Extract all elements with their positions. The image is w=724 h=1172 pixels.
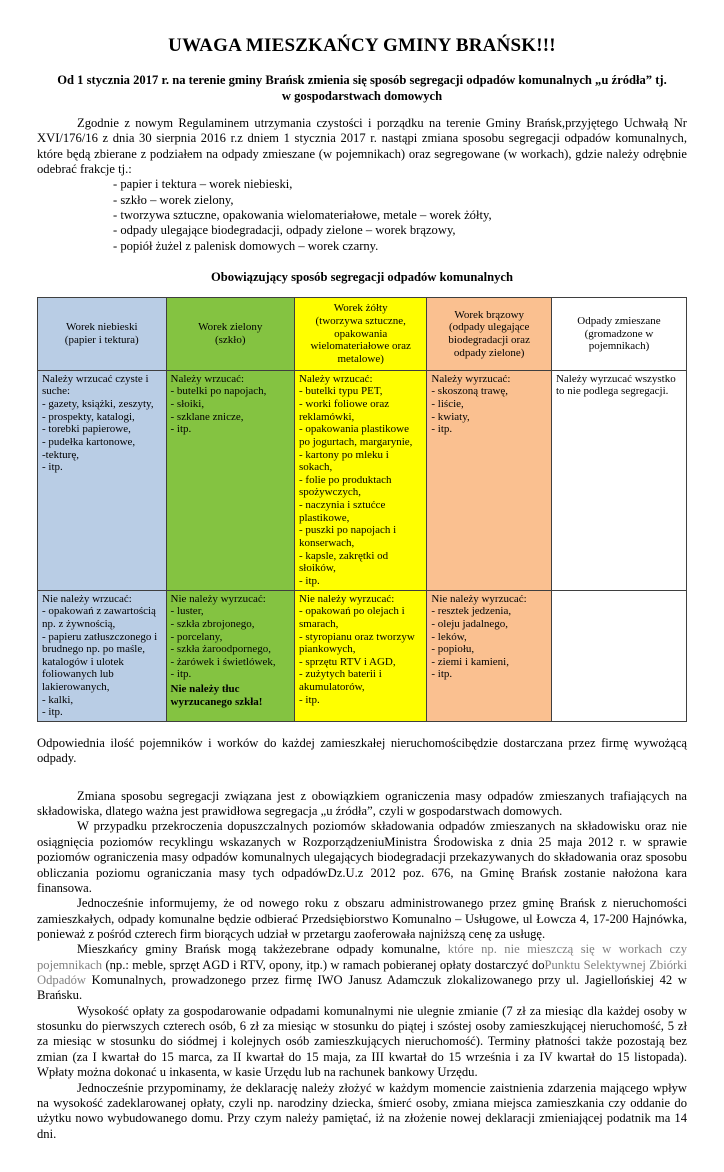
text-line: Nie należy wyrzucać: [431, 592, 527, 605]
cell-zmieszane-allowed [551, 370, 686, 590]
text-line: - kartony po mleku i sokach, [299, 448, 389, 474]
header-name: Worek niebieski [65, 321, 138, 334]
header-worek-zielony [166, 298, 295, 370]
row-forbidden [38, 590, 687, 721]
intro-paragraph: Zgodnie z nowym Regulaminem utrzymania czystości i porządku na terenie Gminy Brańsk,przyjętego Uchwałą Nr XVI/176/16 z dnia 30 sierpnia 2016 r.z dniem 1 stycznia 2017 r. nastąpi zmiana sposobu segregacji odpadów komunalnych, które będą zbierane z podziałem na odpady zmieszane (w pojemnikach) oraz segregowane (w workach), gdzie należy odrębnie odebrać frakcje tj.: [37, 115, 687, 176]
text-line: - zużytych baterii i akumulatorów, [299, 668, 382, 694]
paragraph-penalty: W przypadku przekroczenia dopuszczalnych poziomów składowania odpadów zmieszanych na składowisku oraz nie osiągnięcia poziomów recyklingu wskazanych w RozporządzeniuMinistra Środowiska z dnia 25 maja 2012 r. w sprawie poziomów ograniczenia masy odpadów komunalnych ulegających biodegradacji przekazywanych do składowania oraz sposobu obliczania poziomu ograniczania masy tych odpadówDz.U.z 2012 poz. 676, na Gminę Brańsk zostanie nałożona kara finansowa. [37, 819, 687, 895]
text-line: - skoszoną trawę, [431, 385, 509, 398]
pszok-seg1: Mieszkańcy gminy Brańsk mogą takżezebrane odpady komunalne, [77, 942, 448, 957]
text-line: - odpady ulegające biodegradacji, odpady zielone – worek brązowy, [113, 223, 456, 238]
text-line: - worki foliowe oraz reklamówki, [299, 397, 390, 423]
header-odpady-zmieszane [551, 298, 686, 370]
cell-niebieski-allowed [38, 370, 167, 590]
text-line: - popiołu, [431, 643, 475, 656]
cell-zielony-allowed [166, 370, 295, 590]
cell-zmieszane-forbidden [551, 590, 686, 721]
text-line: Nie należy wyrzucać: [299, 592, 395, 605]
text-line: - kwiaty, [431, 410, 470, 423]
text-line: - itp. [170, 668, 192, 681]
row-allowed [38, 370, 687, 590]
text-line: - luster, [170, 605, 204, 618]
pszok-seg3: (np.: meble, sprzęt AGD i RTV, opony, itp.) w ramach pobieranej opłaty dostarczyć do [105, 957, 545, 972]
text-line: - itp. [42, 706, 63, 719]
text-line: - papieru zatłuszczonego i brudnego np. po maśle, katalogów i ulotek foliowanych lub lakierowanych, [42, 630, 158, 694]
text-line: -tekturę, [42, 448, 79, 461]
cell-brazowy-forbidden [427, 590, 552, 721]
segregation-table [37, 297, 687, 722]
text-line: - prospekty, katalogi, [42, 410, 135, 423]
text-line: - naczynia i sztućce plastikowe, [299, 499, 386, 524]
paragraph-declaration: Jednocześnie przypominamy, że deklarację należy złożyć w każdym momencie zaistnienia zdarzenia mającego wpływ na wysokość zadeklarowanej opłaty, czyli np. narodziny dziecka, śmierć osoby, zmiana miejsca zamieszkania czy oddanie do użytku nowo wybudowanego domu. Przy czym należy pamiętać, iż na złożenie nowej deklaracji zmieniającej podatnik ma 14 dni. [37, 1080, 687, 1141]
table-header-row [38, 298, 687, 370]
text-line: - ziemi i kamieni, [431, 655, 509, 668]
header-detail: (papier i tektura) [64, 334, 139, 347]
text-line: - tworzywa sztuczne, opakowania wielomateriałowe, metale – worek żółty, [113, 208, 492, 223]
text-line: - itp. [299, 693, 320, 706]
text-line: - opakowań z zawartością np. z żywnością, [42, 605, 156, 630]
text-line: - porcelany, [170, 630, 223, 643]
subtitle [37, 73, 687, 104]
text-line: - kapsle, zakrętki od słoików, [299, 549, 389, 575]
text-line: Należy wyrzucać wszystko to nie podlega segregacji. [555, 372, 676, 398]
text-line: - itp. [431, 423, 453, 436]
cell-zielony-forbidden [166, 590, 295, 721]
text-line: - szklane znicze, [170, 410, 244, 423]
text-line: - liście, [431, 397, 464, 410]
text-line: - oleju jadalnego, [431, 617, 509, 630]
cell-zolty-forbidden [295, 590, 427, 721]
header-detail: (szkło) [214, 334, 246, 347]
fractions-list [113, 177, 687, 254]
text-line: - pudełka kartonowe, [42, 435, 136, 448]
text-line: Należy wrzucać: [170, 372, 245, 385]
text-line: - papier i tektura – worek niebieski, [113, 177, 293, 192]
subtitle-line2: w gospodarstwach domowych [281, 88, 443, 103]
text-line: Należy wyrzucać: [431, 372, 511, 385]
text-line: - opakowania plastikowe po jogurtach, margarynie, [299, 423, 413, 448]
text-line: - żarówek i świetlówek, [170, 655, 276, 668]
header-detail: (gromadzone w pojemnikach) [584, 327, 654, 353]
page-title: UWAGA MIESZKAŃCY GMINY BRAŃSK!!! [168, 35, 556, 56]
text-line: - styropianu oraz tworzyw piankowych, [299, 630, 415, 656]
header-name: Odpady zmieszane [577, 315, 661, 328]
pszok-seg4: Punktu Selektywnej Zbiórki Odpadów [37, 957, 687, 988]
text-line: - opakowań po olejach i smarach, [299, 605, 405, 630]
cell-brazowy-allowed [427, 370, 552, 590]
text-line: - butelki typu PET, [299, 385, 383, 398]
paragraph-contractor: Jednocześnie informujemy, że od nowego roku z obszaru administrowanego przez gminę Brańsk z nieruchomości zamieszkałych, odpady komunalne będzie odbierać Przedsiębiorstwo Komunalno – Usługowe, ul Łowcza 4, 17-200 Hajnówka, ponieważ z pośród czterech firm biorących udział w przetargu zaoferowała najniższą cenę za usługę. [37, 896, 687, 941]
text-line: - szkło – worek zielony, [113, 192, 234, 207]
header-detail: (odpady ulegające biodegradacji oraz odpady zielone) [448, 321, 530, 359]
text-line: - leków, [431, 630, 467, 643]
text-line: - kalki, [42, 693, 74, 706]
text-line: - itp. [42, 461, 63, 474]
table-heading: Obowiązujący sposób segregacji odpadów komunalnych [210, 270, 514, 285]
pszok-seg5: Komunalnych, prowadzonego przez firmę IWO Janusz Adamczuk zlokalizowanego przy ul. Jagiellońskiej 42 w Brańsku. [37, 973, 687, 1003]
cell-zolty-allowed [295, 370, 427, 590]
header-worek-zolty [295, 298, 427, 370]
header-worek-niebieski [38, 298, 167, 370]
text-line: - itp. [170, 423, 192, 436]
text-line: - resztek jedzenia, [431, 605, 512, 618]
body-paragraphs [37, 789, 687, 1142]
header-name: Worek żółty [333, 302, 388, 315]
text-line: - gazety, książki, zeszyty, [42, 397, 154, 410]
paragraph-pszok [37, 942, 687, 1003]
text-line: Należy wrzucać: [299, 372, 373, 385]
text-line: - puszki po napojach i konserwach, [299, 524, 397, 550]
cell-niebieski-forbidden [38, 590, 167, 721]
text-line: - torebki papierowe, [42, 423, 131, 436]
paragraph-change-reason: Zmiana sposobu segregacji związana jest z obowiązkiem ograniczenia masy odpadów zmieszanych trafiających na składowiska, dlatego ważna jest prawidłowa segregacja „u źródła”, czyli w gospodarstwach domowych. [37, 788, 687, 819]
text-line: - itp. [431, 668, 453, 681]
text-line: - słoiki, [170, 397, 205, 410]
forbidden-list [171, 593, 291, 681]
text-line: - folie po produktach spożywczych, [299, 473, 392, 499]
text-line: - szkła zbrojonego, [170, 617, 255, 630]
paragraph-fees: Wysokość opłaty za gospodarowanie odpadami komunalnymi nie ulegnie zmianie (7 zł za miesiąc dla każdej osoby w stosunku do pierwszych czterech osób, 6 zł za miesiąc w stosunku do piątej i szóstej osoby zamieszkującej nieruchomość, 5 zł za miesiąc w stosunku do siódmej i kolejnych osób zamieszkujących nieruchomość). Terminy płatności także pozostają bez zmian (za I kwartał do 15 marca, za II kwartał do 15 maja, za III kwartał do 15 września i za IV kwartał do 15 listopada). Wpłaty można dokonać u inkasenta, w kasie Urzędu lub na rachunek bankowy Urzędu. [37, 1003, 687, 1080]
text-line: - butelki po napojach, [170, 385, 267, 398]
header-name: Worek zielony [198, 321, 263, 334]
text-line: - popiół żużel z palenisk domowych – worek czarny. [113, 238, 379, 253]
text-line: Nie należy wyrzucać: [170, 592, 266, 605]
text-line: Nie należy wrzucać: [42, 592, 132, 605]
text-line: - sprzętu RTV i AGD, [299, 655, 396, 668]
text-line: Należy wrzucać czyste i suche: [42, 372, 149, 398]
header-worek-brazowy [427, 298, 552, 370]
text-line: - szkła żaroodpornego, [170, 643, 271, 656]
glass-warning-note: Nie należy tłuc wyrzucanego szkła! [170, 683, 263, 708]
header-name: Worek brązowy [454, 308, 525, 321]
after-table-note: Odpowiednia ilość pojemników i worków do każdej zamieszkałej nieruchomościbędzie dostarczana przez firmę wywożącą odpady. [37, 735, 687, 766]
text-line: - itp. [299, 574, 320, 587]
subtitle-line1: Od 1 stycznia 2017 r. na terenie gminy Brańsk zmienia się sposób segregacji odpadów komunalnych „u źródła” tj. [57, 73, 667, 88]
pszok-seg2: które np. nie mieszczą się w workach czy pojemnikach [37, 942, 688, 972]
header-detail: (tworzywa sztuczne, opakowania wielomateriałowe oraz metalowe) [310, 315, 411, 366]
